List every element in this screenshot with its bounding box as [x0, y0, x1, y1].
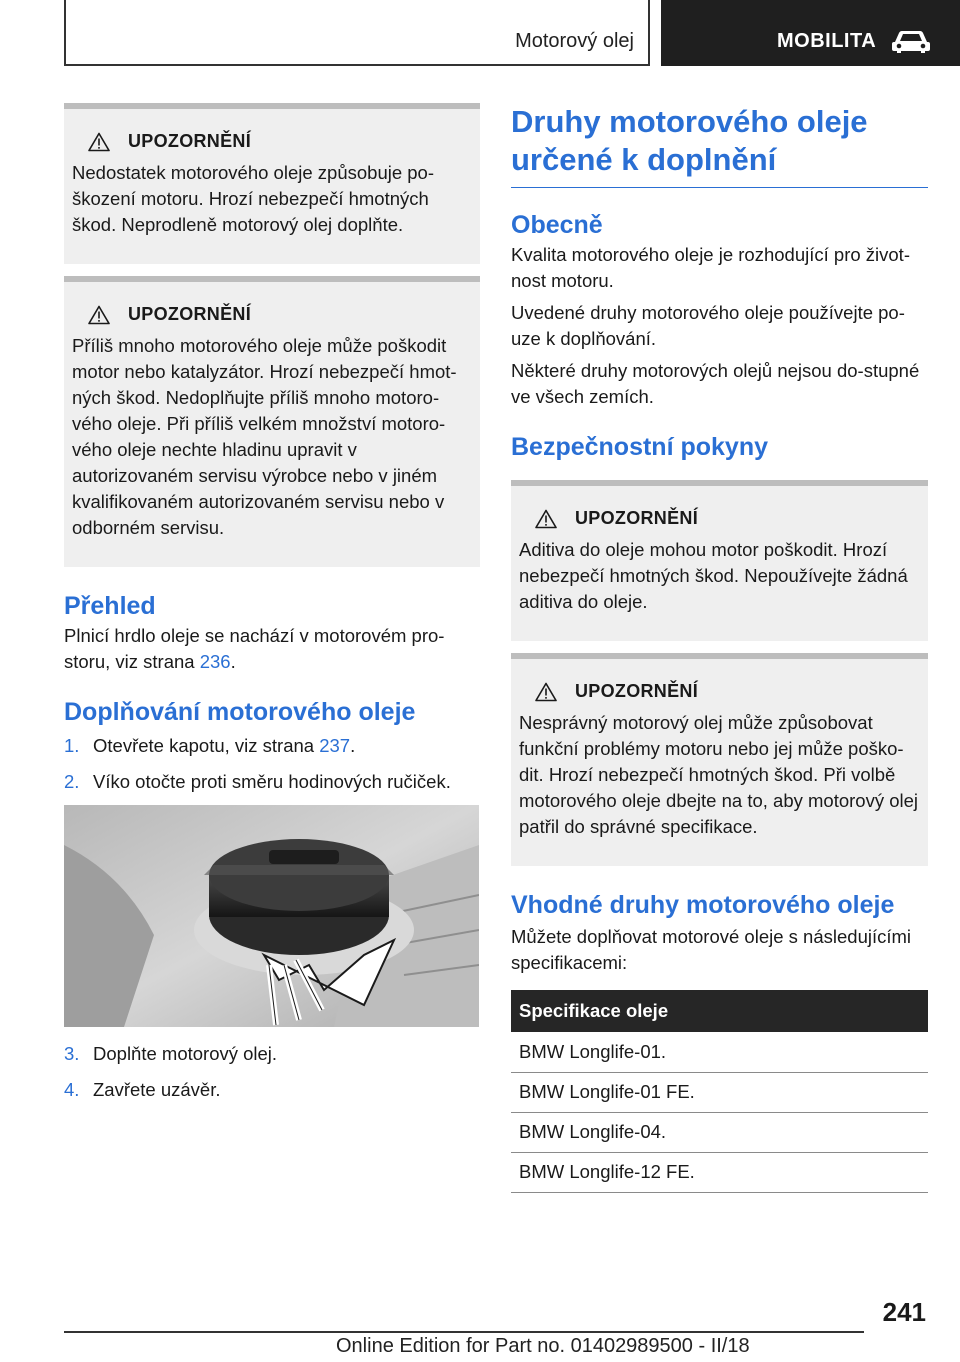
page-link[interactable]: 236	[199, 651, 231, 672]
footer-edition: Online Edition for Part no. 01402989500 - II/18	[336, 1335, 750, 1357]
warning-triangle-icon	[535, 682, 557, 702]
section-heading-safety: Bezpečnostní pokyny	[511, 433, 768, 461]
section-tab-label: MOBILITA	[777, 30, 877, 52]
warning-title: UPOZORNĚNÍ	[575, 508, 699, 528]
car-icon	[891, 28, 931, 54]
page-title: Druhy motorového oleje určené k doplnění	[511, 103, 928, 188]
paragraph: Kvalita motorového oleje je rozhodující pro život-nost motoru.	[511, 244, 910, 291]
warning-text: Nesprávný motorový olej může způsobovat funkční problémy motoru nebo jej může poško-dit. Hrozí nebezpečí hmotných škod. Při volbě motorového oleje dbejte na to, aby motorový olej patřil do správné specifikace.	[519, 712, 919, 837]
section-heading-refill: Doplňování motorového oleje	[64, 698, 416, 726]
list-item: 4. Zavřete uzávěr.	[64, 1079, 221, 1100]
warning-title: UPOZORNĚNÍ	[128, 131, 252, 151]
refill-steps-list-continued	[64, 1041, 480, 1103]
warning-title: UPOZORNĚNÍ	[575, 681, 699, 701]
oil-spec-table	[511, 990, 928, 1193]
right-column	[511, 103, 928, 1193]
section-heading-overview: Přehled	[64, 592, 156, 620]
warning-box	[511, 653, 928, 866]
table-row: BMW Longlife-12 FE.	[511, 1152, 928, 1192]
left-column	[64, 103, 480, 1113]
refill-steps-list	[64, 733, 480, 795]
table-row: BMW Longlife-01.	[511, 1032, 928, 1072]
table-header: Specifikace oleje	[511, 990, 928, 1032]
warning-box	[64, 276, 480, 567]
chapter-title: Motorový olej	[515, 30, 634, 52]
oil-cap-photo	[64, 805, 479, 1027]
section-heading-suitable: Vhodné druhy motorového oleje	[511, 891, 895, 919]
warning-box	[64, 103, 480, 264]
section-heading-general: Obecně	[511, 211, 603, 239]
header-chapter-box	[64, 0, 650, 66]
table-row: BMW Longlife-04.	[511, 1112, 928, 1152]
warning-text: Nedostatek motorového oleje způsobuje po-škození motoru. Hrozí nebezpečí hmotných škod. Neprodleně motorový olej doplňte.	[72, 162, 435, 235]
list-item: 1. Otevřete kapotu, viz strana 237.	[64, 735, 356, 756]
paragraph: Některé druhy motorových olejů nejsou do-stupné ve všech zemích.	[511, 360, 920, 407]
page-number: 241	[882, 1297, 926, 1327]
list-item: 3. Doplňte motorový olej.	[64, 1043, 278, 1064]
warning-title: UPOZORNĚNÍ	[128, 304, 252, 324]
section-tab[interactable]	[661, 0, 960, 66]
warning-box	[511, 480, 928, 641]
footer-divider	[64, 1331, 864, 1333]
paragraph: Můžete doplňovat motorové oleje s následujícími specifikacemi:	[511, 926, 912, 973]
warning-triangle-icon	[535, 509, 557, 529]
paragraph: Uvedené druhy motorového oleje používejte po-uze k doplňování.	[511, 302, 905, 349]
table-row: BMW Longlife-01 FE.	[511, 1072, 928, 1112]
warning-triangle-icon	[88, 305, 110, 325]
warning-text: Aditiva do oleje mohou motor poškodit. Hrozí nebezpečí hmotných škod. Nepoužívejte žádná aditiva do oleje.	[519, 539, 908, 612]
warning-triangle-icon	[88, 132, 110, 152]
warning-text: Příliš mnoho motorového oleje může poškodit motor nebo katalyzátor. Hrozí nebezpečí hmot-ných škod. Nedoplňujte příliš mnoho motoro-vého oleje. Při příliš velkém množství motoro-vého oleje nechte hladinu upravit v autorizovaném servisu výrobce nebo v jiném kvalifikovaném autorizovaném servisu nebo v odborném servisu.	[72, 335, 457, 538]
page-link[interactable]: 237	[319, 735, 351, 756]
overview-text: Plnicí hrdlo oleje se nachází v motorovém pro-storu, viz strana 236.	[64, 625, 445, 672]
list-item: 2. Víko otočte proti směru hodinových ručiček.	[64, 771, 451, 792]
